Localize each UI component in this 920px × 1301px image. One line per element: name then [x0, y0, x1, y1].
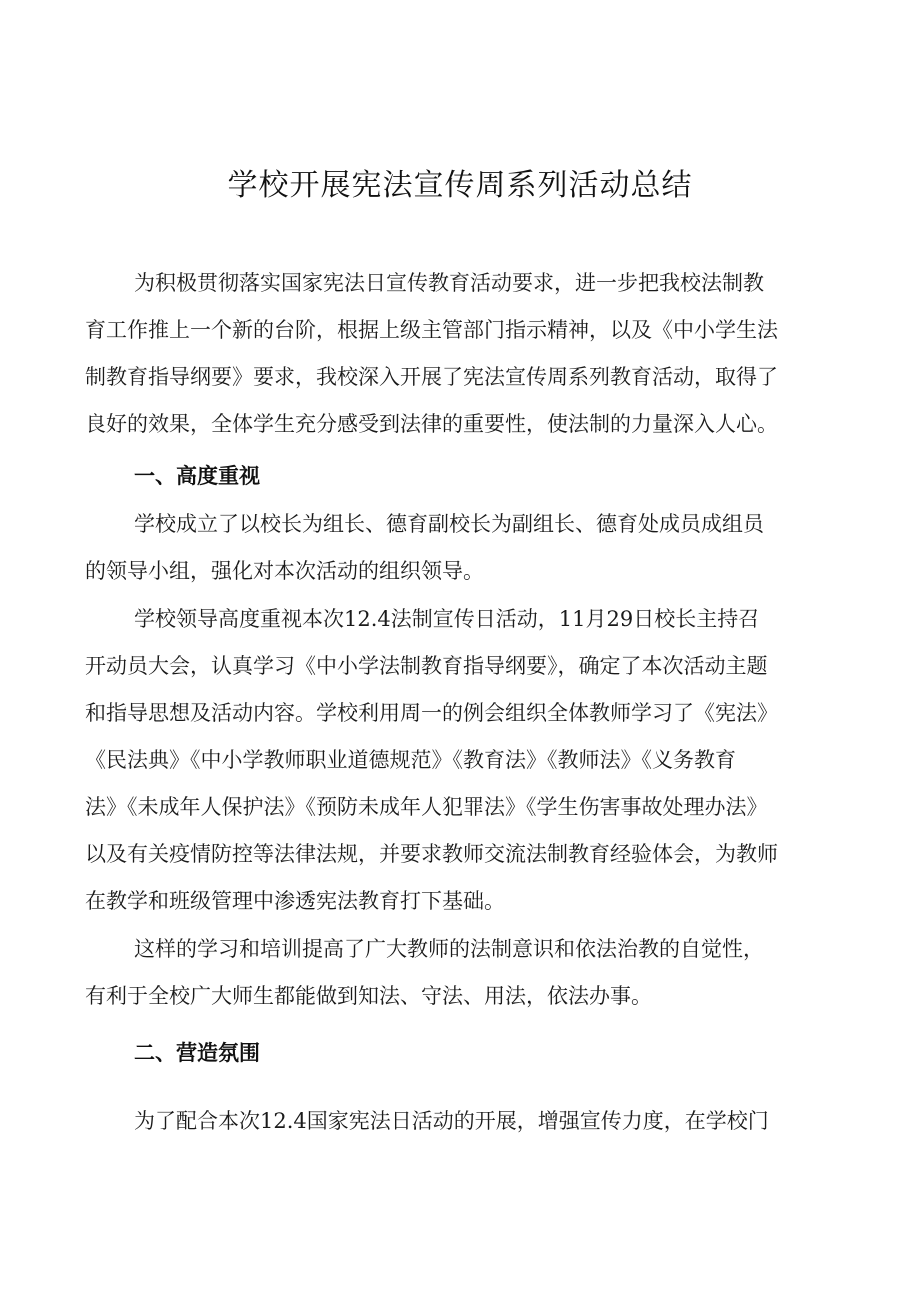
paragraph-4-line-1: 这样的学习和培训提高了广大教师的法制意识和依法治教的自觉性， [134, 937, 764, 961]
paragraph-3-line-1: 学校领导高度重视本次12.4法制宣传日活动，11月29日校长主持召 [134, 607, 760, 631]
section-heading-1: 一、高度重视 [134, 464, 260, 488]
section-heading-2: 二、营造氛围 [134, 1041, 260, 1065]
paragraph-1-line-2: 育工作推上一个新的台阶，根据上级主管部门指示精神，以及《中小学生法 [85, 318, 778, 342]
paragraph-3-line-4: 《民法典》《中小学教师职业道德规范》《教育法》《教师法》《义务教育 [85, 748, 736, 772]
paragraph-3-line-5: 法》《未成年人保护法》《预防未成年人犯罪法》《学生伤害事故处理办法》 [85, 795, 768, 819]
paragraph-2-line-2: 的领导小组，强化对本次活动的组织领导。 [85, 559, 484, 583]
paragraph-2-line-1: 学校成立了以校长为组长、德育副校长为副组长、德育处成员成组员 [134, 512, 764, 536]
paragraph-3-line-7: 在教学和班级管理中渗透宪法教育打下基础。 [85, 889, 505, 913]
paragraph-3-line-3: 和指导思想及活动内容。学校利用周一的例会组织全体教师学习了《宪法》 [85, 701, 778, 725]
paragraph-3-line-6: 以及有关疫情防控等法律法规，并要求教师交流法制教育经验体会，为教师 [85, 842, 778, 866]
paragraph-1-line-3: 制教育指导纲要》要求，我校深入开展了宪法宣传周系列教育活动，取得了 [85, 365, 778, 389]
paragraph-3-line-2: 开动员大会，认真学习《中小学法制教育指导纲要》，确定了本次活动主题 [85, 654, 768, 678]
paragraph-1-line-4: 良好的效果，全体学生充分感受到法律的重要性，使法制的力量深入人心。 [85, 412, 778, 436]
paragraph-4-line-2: 有利于全校广大师生都能做到知法、守法、用法，依法办事。 [85, 984, 652, 1008]
paragraph-1-line-1: 为积极贯彻落实国家宪法日宣传教育活动要求，进一步把我校法制教 [134, 271, 764, 295]
document-title: 学校开展宪法宣传周系列活动总结 [227, 168, 693, 203]
paragraph-5-line-1: 为了配合本次12.4国家宪法日活动的开展，增强宣传力度，在学校门 [134, 1109, 769, 1133]
